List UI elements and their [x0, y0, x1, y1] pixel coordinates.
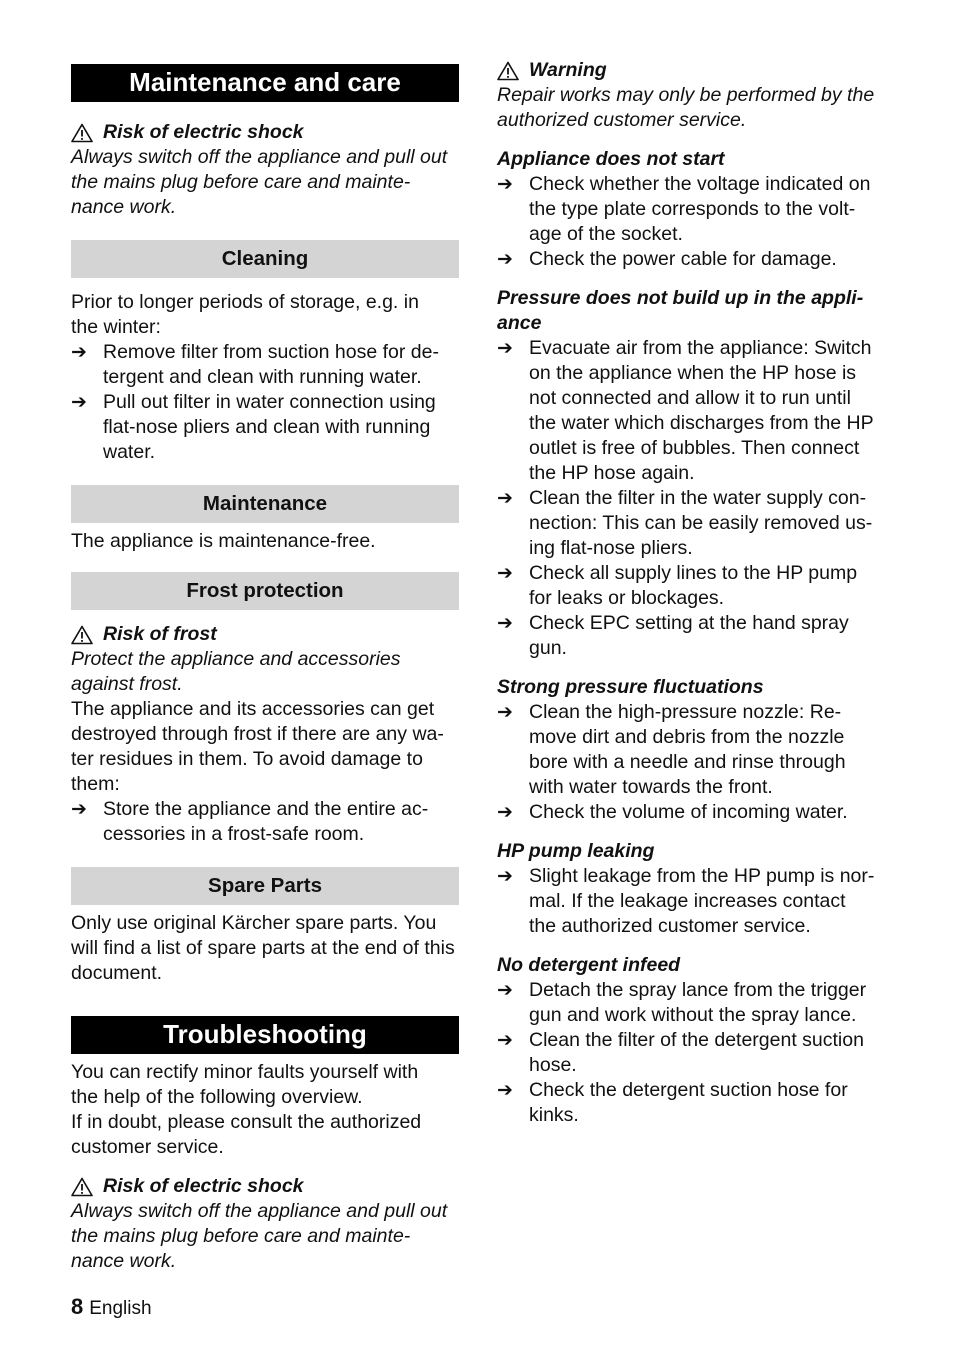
trouble-section-title: HP pump leaking — [497, 840, 655, 862]
right-column — [497, 58, 887, 1128]
subsection-title-cleaning: Cleaning — [71, 240, 459, 278]
list-item-line: hose. — [529, 1054, 577, 1076]
list-item-line: Check all supply lines to the HP pump — [529, 562, 858, 584]
list-item — [71, 797, 459, 847]
frost-body-line: ter residues in them. To avoid damage to — [71, 748, 423, 770]
warning-line: authorized customer service. — [497, 109, 747, 131]
arrow-right-icon: ➔ — [497, 702, 513, 723]
trouble-intro-line: the help of the following overview. — [71, 1086, 363, 1108]
warning-title: Warning — [529, 59, 607, 81]
warning-line: Always switch off the appliance and pull out — [71, 146, 448, 168]
warning-title: Risk of electric shock — [103, 121, 304, 143]
list-item-line: Pull out filter in water connection using — [103, 391, 436, 413]
list-item-line: Check EPC setting at the hand spray — [529, 612, 849, 634]
trouble-section — [497, 953, 887, 1128]
list-item — [71, 340, 459, 390]
maintenance-text: The appliance is maintenance-free. — [71, 530, 376, 552]
warning-line: the mains plug before care and mainte- — [71, 171, 411, 193]
list-item-line: gun and work without the spray lance. — [529, 1004, 857, 1026]
warning-title: Risk of electric shock — [103, 1175, 304, 1197]
list-item — [497, 800, 887, 825]
footer-language: English — [89, 1298, 152, 1319]
list-item — [497, 336, 887, 486]
list-item — [497, 1028, 887, 1078]
list-item-line: water. — [103, 441, 156, 463]
frost-body-line: The appliance and its accessories can get — [71, 698, 435, 720]
list-item-line: Check whether the voltage indicated on — [529, 173, 871, 195]
trouble-section — [497, 286, 887, 661]
list-item-line: Evacuate air from the appliance: Switch — [529, 337, 872, 359]
list-item — [497, 611, 887, 661]
warning-line: against frost. — [71, 673, 183, 695]
arrow-right-icon: ➔ — [71, 799, 87, 820]
list-item-line: the water which discharges from the HP — [529, 412, 874, 434]
list-item-line: tergent and clean with running water. — [103, 366, 422, 388]
arrow-right-icon: ➔ — [497, 866, 513, 887]
list-item-line: Store the appliance and the entire ac- — [103, 798, 429, 820]
warning-triangle-icon — [497, 61, 519, 81]
list-item-line: the HP hose again. — [529, 462, 695, 484]
list-item-line: for leaks or blockages. — [529, 587, 725, 609]
list-item-line: the type plate corresponds to the volt- — [529, 198, 856, 220]
list-item-line: kinks. — [529, 1104, 579, 1126]
warning-line: Always switch off the appliance and pull out — [71, 1200, 448, 1222]
list-item-line: flat-nose pliers and clean with running — [103, 416, 431, 438]
section-title-maintenance: Maintenance and care — [71, 64, 459, 102]
subsection-title-frost: Frost protection — [71, 572, 459, 610]
list-item-line: Check the power cable for damage. — [529, 248, 837, 270]
list-item — [497, 247, 887, 272]
trouble-section-title: ance — [497, 312, 542, 334]
warning-title: Risk of frost — [103, 623, 217, 645]
arrow-right-icon: ➔ — [497, 802, 513, 823]
list-item-line: with water towards the front. — [529, 776, 773, 798]
list-item-line: Slight leakage from the HP pump is nor- — [529, 865, 875, 887]
arrow-right-icon: ➔ — [497, 488, 513, 509]
left-column — [71, 64, 459, 1274]
warning-triangle-icon — [71, 625, 93, 645]
troubleshooting-list — [497, 133, 887, 1128]
warning-triangle-icon — [71, 1177, 93, 1197]
list-item-line: outlet is free of bubbles. Then connect — [529, 437, 860, 459]
trouble-section-title: Strong pressure fluctuations — [497, 676, 764, 698]
section-title-troubleshooting: Troubleshooting — [71, 1016, 459, 1054]
trouble-intro-line: If in doubt, please consult the authorized — [71, 1111, 422, 1133]
cleaning-intro-line: the winter: — [71, 316, 161, 338]
list-item — [497, 864, 887, 939]
list-item-line: move dirt and debris from the nozzle — [529, 726, 845, 748]
list-item-line: nection: This can be easily removed us- — [529, 512, 873, 534]
trouble-section — [497, 675, 887, 825]
list-item — [71, 390, 459, 465]
page-number: 8 — [71, 1294, 84, 1319]
warning-triangle-icon — [71, 123, 93, 143]
frost-body-line: destroyed through frost if there are any wa- — [71, 723, 444, 745]
list-item-line: not connected and allow it to run until — [529, 387, 851, 409]
list-item-line: the authorized customer service. — [529, 915, 811, 937]
arrow-right-icon: ➔ — [497, 1080, 513, 1101]
trouble-intro-line: You can rectify minor faults yourself with — [71, 1061, 419, 1083]
list-item-line: gun. — [529, 637, 567, 659]
list-item-line: Detach the spray lance from the trigger — [529, 979, 867, 1001]
arrow-right-icon: ➔ — [497, 174, 513, 195]
subsection-title-maintenance: Maintenance — [71, 485, 459, 523]
spare-line: will find a list of spare parts at the end of this — [71, 937, 455, 959]
list-item — [497, 486, 887, 561]
list-item-line: Check the volume of incoming water. — [529, 801, 848, 823]
list-item — [497, 1078, 887, 1128]
list-item — [497, 172, 887, 247]
trouble-section-title: No detergent infeed — [497, 954, 681, 976]
arrow-right-icon: ➔ — [497, 338, 513, 359]
subsection-title-spare-parts: Spare Parts — [71, 867, 459, 905]
arrow-right-icon: ➔ — [71, 342, 87, 363]
list-item-line: mal. If the leakage increases contact — [529, 890, 846, 912]
cleaning-intro-line: Prior to longer periods of storage, e.g. in — [71, 291, 419, 313]
list-item — [497, 700, 887, 800]
list-item-line: on the appliance when the HP hose is — [529, 362, 857, 384]
list-item-line: ing flat-nose pliers. — [529, 537, 693, 559]
list-item-line: Clean the filter of the detergent suction — [529, 1029, 864, 1051]
list-item-line: Remove filter from suction hose for de- — [103, 341, 439, 363]
list-item — [497, 978, 887, 1028]
trouble-section — [497, 839, 887, 939]
arrow-right-icon: ➔ — [71, 392, 87, 413]
list-item-line: Clean the filter in the water supply con- — [529, 487, 867, 509]
warning-line: nance work. — [71, 196, 177, 218]
arrow-right-icon: ➔ — [497, 980, 513, 1001]
warning-line: the mains plug before care and mainte- — [71, 1225, 411, 1247]
warning-block-electric-shock — [71, 120, 459, 220]
spare-line: Only use original Kärcher spare parts. You — [71, 912, 437, 934]
trouble-section-title: Pressure does not build up in the appli- — [497, 287, 864, 309]
list-item-line: age of the socket. — [529, 223, 683, 245]
list-item-line: Check the detergent suction hose for — [529, 1079, 848, 1101]
warning-line: Protect the appliance and accessories — [71, 648, 401, 670]
arrow-right-icon: ➔ — [497, 563, 513, 584]
warning-line: Repair works may only be performed by the — [497, 84, 875, 106]
trouble-section — [497, 147, 887, 272]
page-footer — [71, 1294, 152, 1321]
list-item — [497, 561, 887, 611]
list-item-line: bore with a needle and rinse through — [529, 751, 846, 773]
arrow-right-icon: ➔ — [497, 613, 513, 634]
spare-line: document. — [71, 962, 163, 984]
list-item-line: cessories in a frost-safe room. — [103, 823, 365, 845]
trouble-section-title: Appliance does not start — [497, 148, 725, 170]
arrow-right-icon: ➔ — [497, 1030, 513, 1051]
frost-body-line: them: — [71, 773, 120, 795]
arrow-right-icon: ➔ — [497, 249, 513, 270]
warning-line: nance work. — [71, 1250, 177, 1272]
trouble-intro-line: customer service. — [71, 1136, 224, 1158]
list-item-line: Clean the high-pressure nozzle: Re- — [529, 701, 842, 723]
